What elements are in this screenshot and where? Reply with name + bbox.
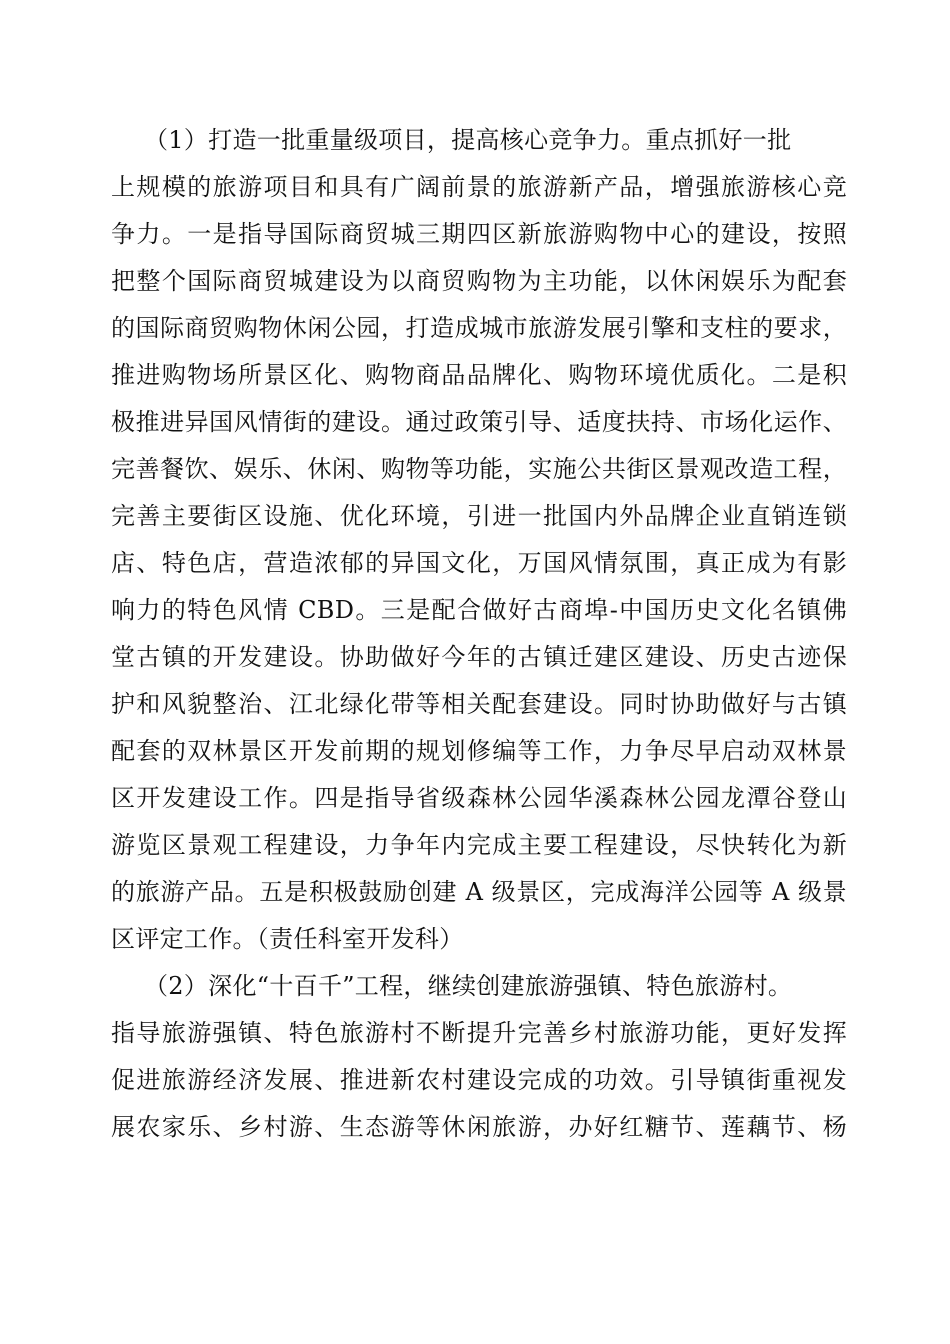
paragraph-1-line: 护和风貌整治、江北绿化带等相关配套建设。同时协助做好与古镇: [111, 690, 847, 718]
paragraph-1-line: 推进购物场所景区化、购物商品品牌化、购物环境优质化。二是积: [111, 361, 847, 389]
paragraph-1-line: （1）打造一批重量级项目，提高核心竞争力。重点抓好一批: [144, 126, 792, 154]
paragraph-1-line: 上规模的旅游项目和具有广阔前景的旅游新产品，增强旅游核心竞: [111, 173, 847, 201]
paragraph-1-line: 争力。一是指导国际商贸城三期四区新旅游购物中心的建设，按照: [111, 220, 847, 248]
paragraph-1-line: 的旅游产品。五是积极鼓励创建 A 级景区，完成海洋公园等 A 级景: [111, 878, 847, 906]
paragraph-2-line: 促进旅游经济发展、推进新农村建设完成的功效。引导镇街重视发: [111, 1066, 847, 1094]
paragraph-1-line: 完善餐饮、娱乐、休闲、购物等功能，实施公共街区景观改造工程，: [111, 455, 847, 483]
paragraph-1-line: 的国际商贸购物休闲公园，打造成城市旅游发展引擎和支柱的要求，: [111, 314, 847, 342]
paragraph-2-line: 展农家乐、乡村游、生态游等休闲旅游，办好红糖节、莲藕节、杨: [111, 1113, 847, 1141]
paragraph-2-line: 指导旅游强镇、特色旅游村不断提升完善乡村旅游功能，更好发挥: [111, 1019, 847, 1047]
paragraph-1-line: 配套的双林景区开发前期的规划修编等工作，力争尽早启动双林景: [111, 737, 847, 765]
paragraph-2-line: （2）深化“十百千”工程，继续创建旅游强镇、特色旅游村。: [144, 972, 793, 1000]
paragraph-1-line: 区开发建设工作。四是指导省级森林公园华溪森林公园龙潭谷登山: [111, 784, 847, 812]
paragraph-1-line: 游览区景观工程建设，力争年内完成主要工程建设，尽快转化为新: [111, 831, 847, 859]
paragraph-1-line: 区评定工作。（责任科室开发科）: [111, 925, 464, 953]
paragraph-1-line: 响力的特色风情 CBD。三是配合做好古商埠-中国历史文化名镇佛: [111, 596, 847, 624]
paragraph-1-line: 完善主要街区设施、优化环境，引进一批国内外品牌企业直销连锁: [111, 502, 847, 530]
paragraph-1-line: 堂古镇的开发建设。协助做好今年的古镇迁建区建设、历史古迹保: [111, 643, 847, 671]
paragraph-1-line: 把整个国际商贸城建设为以商贸购物为主功能，以休闲娱乐为配套: [111, 267, 847, 295]
paragraph-1-line: 极推进异国风情街的建设。通过政策引导、适度扶持、市场化运作、: [111, 408, 847, 436]
paragraph-1-line: 店、特色店，营造浓郁的异国文化，万国风情氛围，真正成为有影: [111, 549, 847, 577]
